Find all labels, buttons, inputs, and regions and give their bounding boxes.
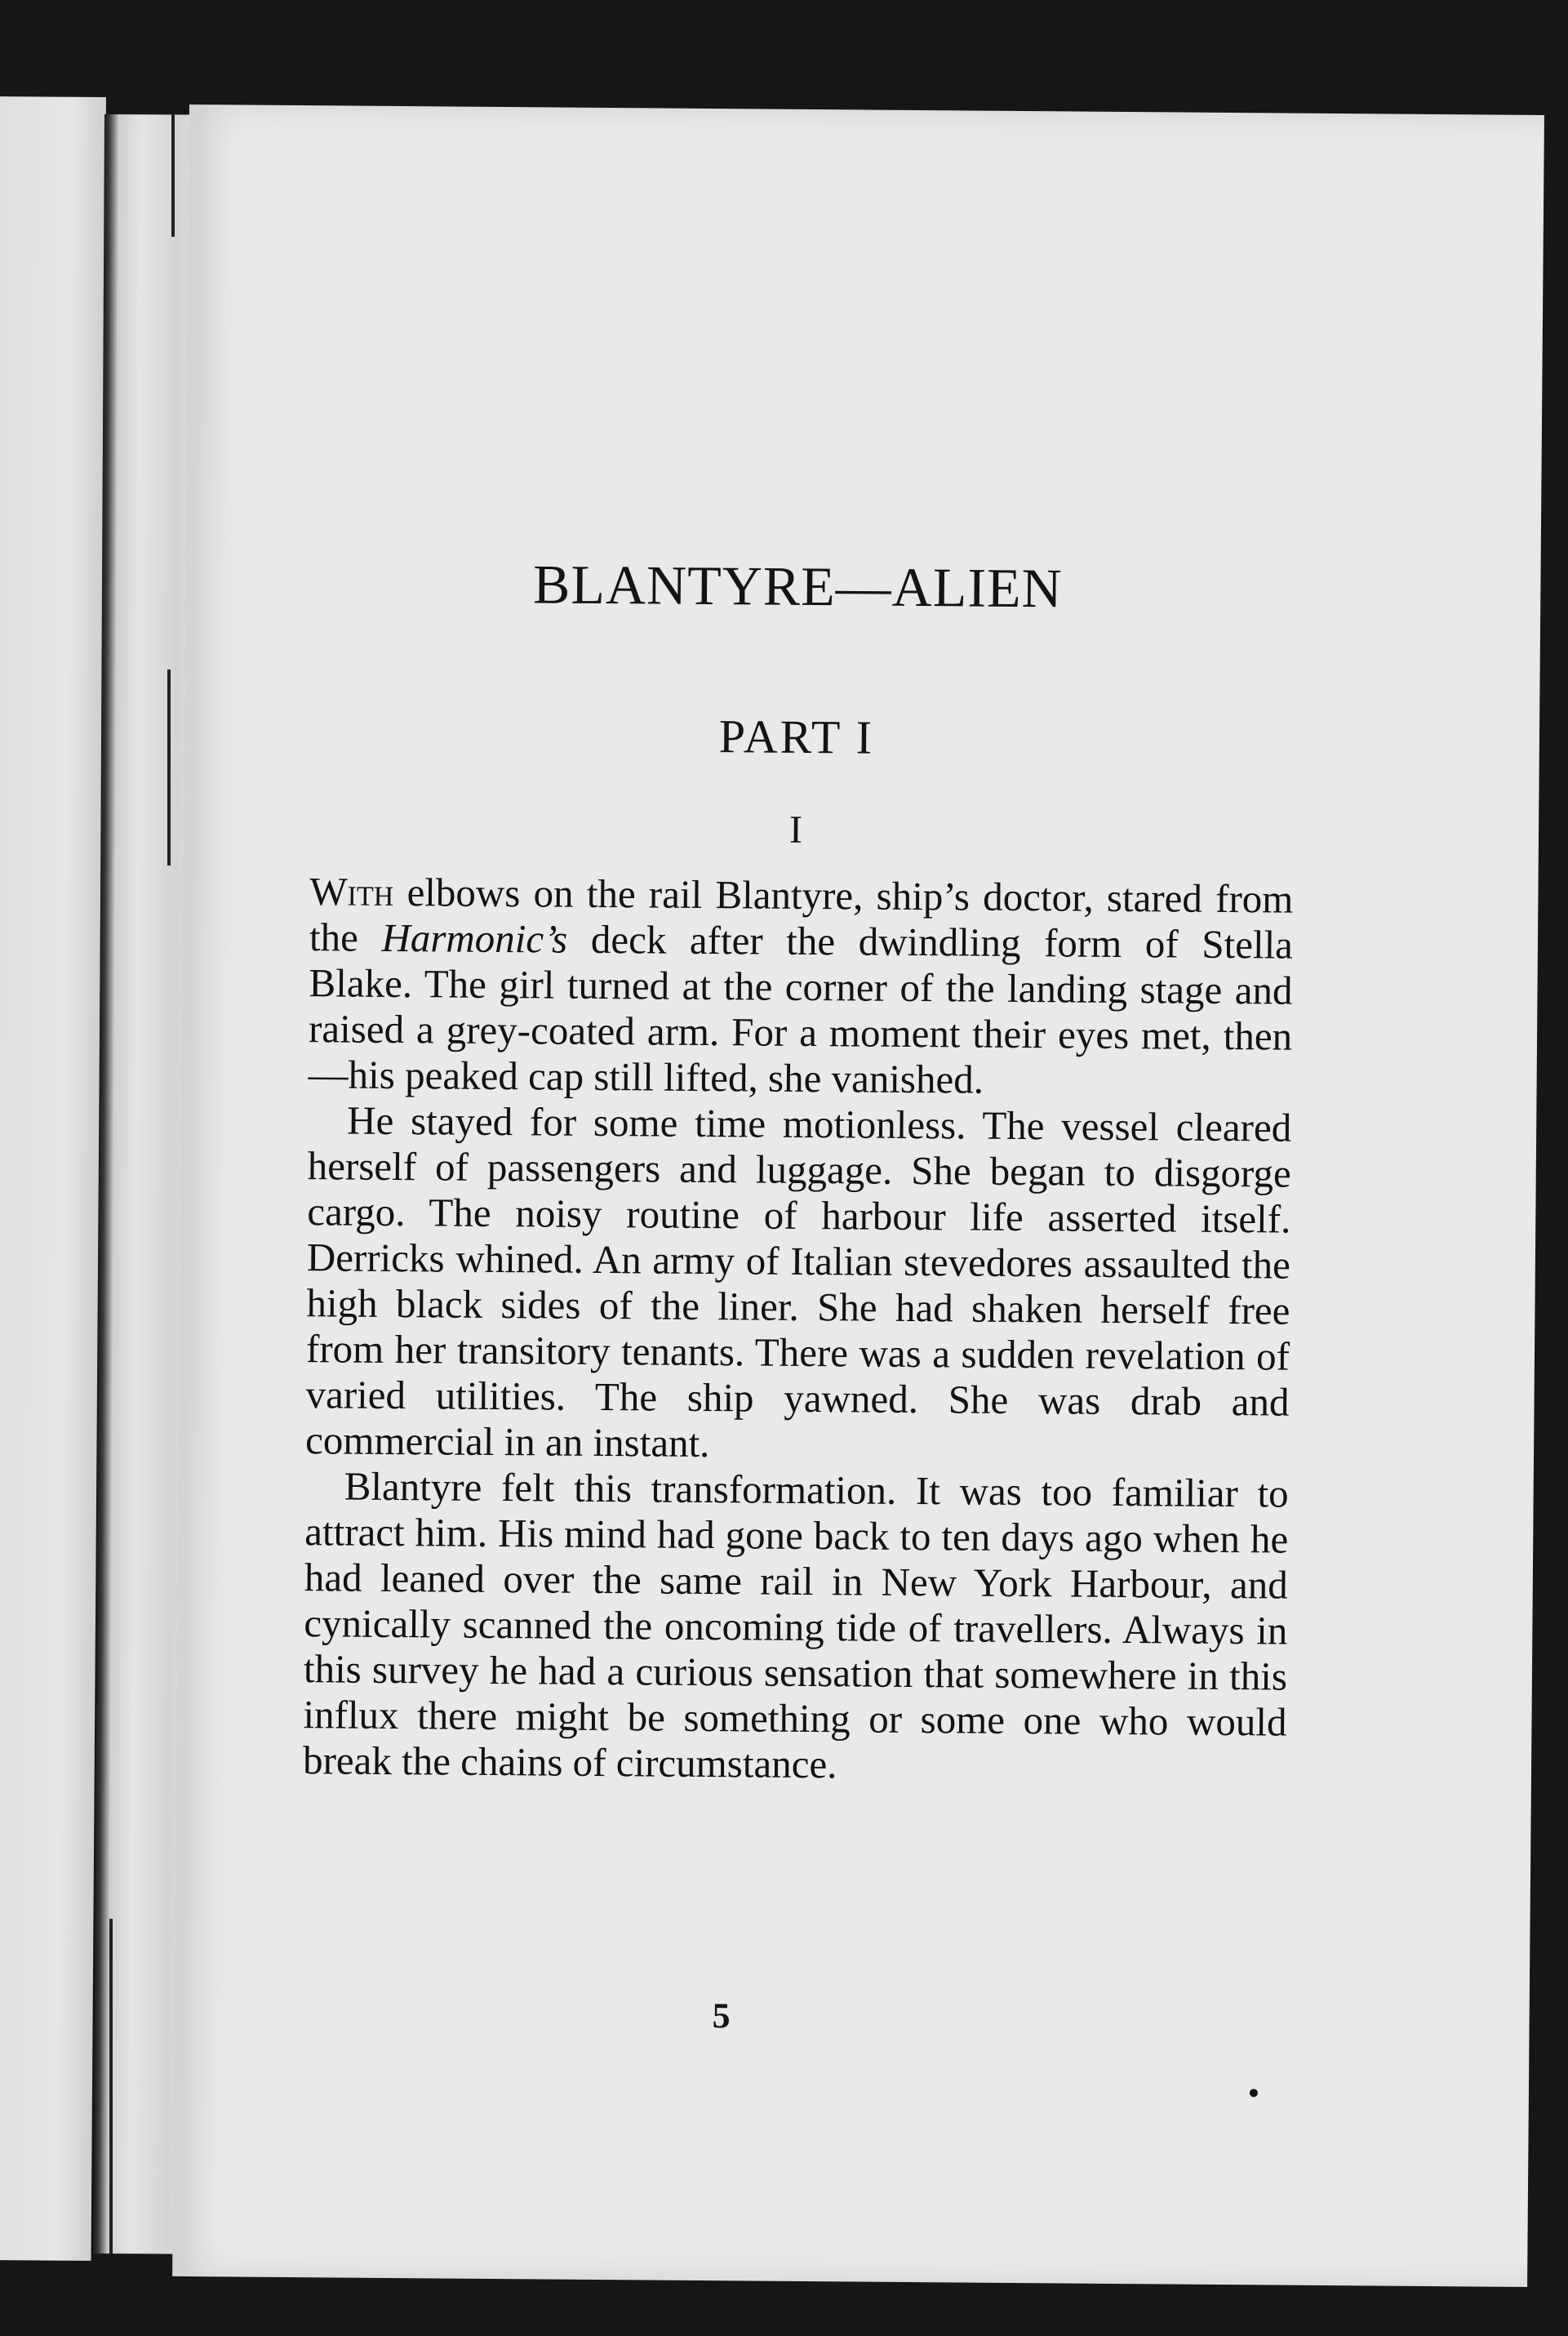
gutter-line	[171, 114, 175, 237]
paragraph-lead-word: With	[309, 869, 394, 914]
paragraph-1	[308, 869, 1293, 1105]
facing-page-edge	[0, 96, 106, 2261]
book-page	[172, 105, 1544, 2287]
gutter-line	[167, 670, 171, 865]
ship-name: Harmonic’s	[381, 914, 568, 962]
book-title: BLANTYRE—ALIEN	[532, 553, 1063, 620]
dust-speck	[1250, 2089, 1258, 2097]
chapter-number: I	[788, 808, 803, 852]
page-number: 5	[712, 1996, 731, 2036]
paragraph-text: elbows on the rail Blantyre, ship’s doctor, stared from the	[309, 869, 1294, 960]
paragraph-text: deck after the dwindling form of Stella Blake. The girl turned at the corner of the landing stage and raised a grey-coated arm. For a moment their eyes met, then—his peaked cap still lifted, she vanished.	[308, 916, 1294, 1102]
paragraph-2: He stayed for some time motionless. The vessel cleared herself of passengers and luggage. She began to disgorge cargo. The noisy routine of harbour life asserted itself. Derricks whined. An army of Italian stevedores assaulted the high black sides of the liner. She had shaken herself free from her transitory tenants. There was a sudden revelation of varied utilities. The ship yawned. She was drab and commercial in an instant.	[304, 1097, 1292, 1466]
gutter-line	[109, 1919, 113, 2254]
paragraph-3: Blantyre felt this transformation. It was too familiar to attract him. His mind had gone back to ten days ago when he had leaned over the same rail in New York Harbour, and cynically scanned the oncoming tide of travellers. Always in this survey he had a curious sensation that somewhere in this influx there might be something or some one who would break the chains of circumstance.	[302, 1463, 1289, 1787]
chapter-text	[303, 869, 1294, 1791]
part-heading: PART I	[718, 710, 875, 764]
